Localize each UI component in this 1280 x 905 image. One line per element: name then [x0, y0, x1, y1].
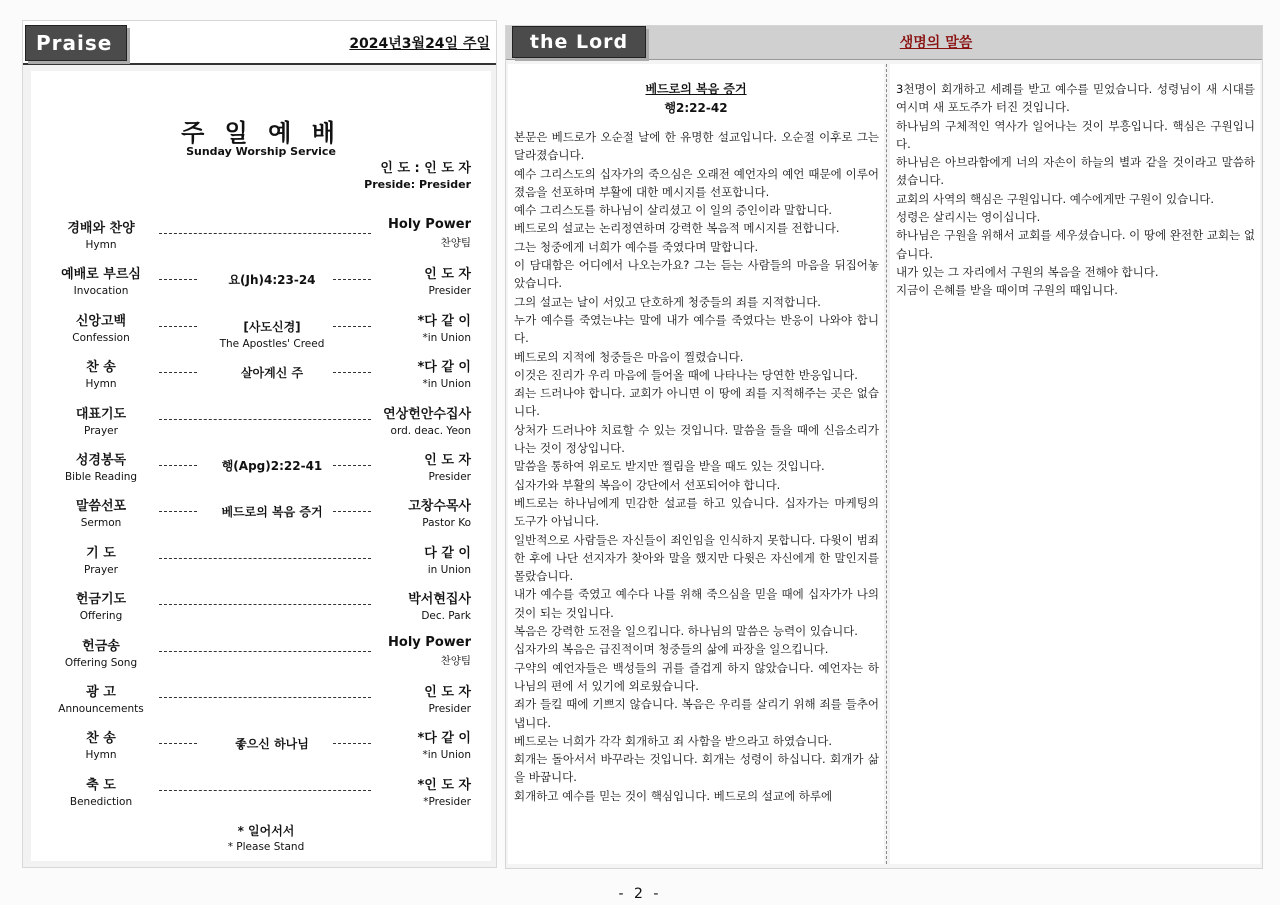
sermon-paragraph: 누가 예수를 죽였는냐는 말에 내가 예수를 죽였다는 반응이 나와야 합니다. [514, 312, 879, 346]
order-person [361, 542, 471, 576]
order-label [51, 403, 151, 437]
order-person-ko: *다 같 이 [417, 731, 471, 747]
order-label [51, 495, 151, 529]
order-dash [159, 558, 371, 559]
order-text-ko: [사도신경] [243, 319, 301, 334]
order-label-en: Offering [79, 610, 123, 623]
worship-order-body [31, 71, 491, 861]
order-row [31, 449, 491, 489]
order-label-en: Invocation [73, 285, 129, 298]
order-item-text [203, 364, 341, 381]
order-person-ko: *인 도 자 [417, 777, 471, 793]
order-label-ko: 광 고 [86, 685, 116, 700]
order-dash-left [159, 465, 197, 466]
order-dash-left [159, 372, 197, 373]
order-person [361, 495, 471, 529]
order-person-en: *in Union [422, 378, 471, 391]
order-text-ko: 살아계신 주 [240, 366, 304, 381]
preside-ko: 인 도 : 인 도 자 [380, 161, 471, 176]
order-label-ko: 축 도 [86, 777, 116, 793]
order-item-text [203, 735, 341, 752]
sermon-paragraph: 회개는 돌아서서 바꾸라는 것입니다. 회개는 성령이 하십니다. 회개가 삶을 바꿉니다. [514, 752, 879, 785]
order-person-en: Pastor Ko [422, 517, 471, 530]
sermon-reference: 행2:22-42 [664, 101, 728, 115]
order-person-ko: Holy Power [388, 217, 471, 232]
order-person-en: Presider [428, 471, 471, 483]
order-row [31, 588, 491, 628]
sermon-paragraph: 죄가 들킬 때에 기쁘지 않습니다. 복음은 우리를 살리기 위해 죄를 들추어냅니다. [514, 697, 879, 730]
page-number: - 2 - [618, 886, 662, 902]
order-row [31, 403, 491, 443]
worship-order-panel [22, 20, 497, 868]
sermon-paragraph: 말씀을 통하여 위로도 받지만 찔림을 받을 때도 있는 것입니다. [514, 459, 825, 474]
sermon-paragraph: 그는 청중에게 너희가 예수를 죽였다며 말합니다. [514, 239, 759, 254]
order-person [361, 635, 471, 668]
order-person-en: *Presider [423, 795, 471, 808]
stand-note [151, 822, 381, 853]
stand-note-ko: * 일어서서 [237, 824, 295, 838]
sermon-paragraph: 베드로의 지적에 청중들은 마음이 찔렸습니다. [514, 349, 744, 364]
order-dash-left [159, 326, 197, 327]
order-label-en: Hymn [85, 239, 117, 251]
order-label-en: Confession [72, 331, 130, 344]
sermon-paragraph: 상처가 드러나야 치료할 수 있는 것입니다. 말씀을 들을 때에 신음소리가 나는 것이 정상입니다. [514, 422, 879, 456]
the-lord-badge: the Lord [512, 26, 646, 58]
order-person [361, 727, 471, 761]
order-label-ko: 헌금송 [82, 638, 120, 654]
order-label-en: Prayer [84, 563, 118, 576]
order-label [51, 588, 151, 622]
order-dash-left [159, 279, 197, 280]
sermon-paragraph: 하나님의 구체적인 역사가 일어나는 것이 부흥입니다. 핵심은 구원입니다. [896, 118, 1255, 151]
order-dash-left [159, 743, 197, 744]
order-text-ko: 요(Jh)4:23-24 [228, 273, 316, 288]
order-row [31, 635, 491, 675]
sermon-paragraph: 내가 예수를 죽였고 예수다 나를 위해 죽으심을 믿을 때에 십자가가 나의 것이 되는 것입니다. [514, 587, 879, 620]
sermon-paragraph: 하나님은 아브라함에게 너의 자손이 하늘의 별과 같을 것이라고 말씀하셨습니다. [896, 155, 1255, 188]
order-label-ko: 찬 송 [86, 360, 116, 376]
order-label-ko: 찬 송 [86, 731, 116, 747]
order-text-en: The Apostles' Creed [219, 337, 325, 350]
sermon-panel [505, 25, 1263, 869]
order-label [51, 542, 151, 576]
order-row [31, 542, 491, 582]
order-label-en: Benediction [69, 795, 133, 808]
order-person-en: ord. deac. Yeon [390, 424, 471, 437]
sermon-paragraph: 교회의 사역의 핵심은 구원입니다. 예수에게만 구원이 있습니다. [896, 191, 1215, 206]
order-label [51, 217, 151, 251]
sermon-paragraph: 베드로는 너희가 각각 회개하고 죄 사함을 받으라고 하였습니다. [514, 733, 833, 748]
order-label-ko: 성경봉독 [75, 453, 127, 468]
preside-en: Preside: Presider [364, 178, 471, 191]
order-item-text [203, 318, 341, 350]
order-person [361, 774, 471, 808]
sermon-paragraph: 성령은 살리시는 영이십니다. [896, 210, 1041, 225]
order-label-en: Hymn [85, 378, 117, 391]
stand-note-en: * Please Stand [227, 841, 305, 853]
sermon-paragraphs-1 [508, 128, 884, 805]
order-row [31, 310, 491, 350]
sermon-paragraph: 베드로의 설교는 논리정연하며 강력한 복음적 메시지를 전합니다. [514, 221, 840, 236]
order-label [51, 356, 151, 390]
order-label [51, 727, 151, 761]
order-person-en: Presider [428, 703, 471, 715]
order-row [31, 356, 491, 396]
order-dash [159, 651, 371, 652]
order-label-ko: 예배로 부르심 [61, 267, 141, 283]
order-label-ko: 기 도 [86, 545, 116, 561]
order-label-en: Prayer [84, 424, 118, 437]
order-person [361, 263, 471, 297]
order-person-ko: *다 같 이 [417, 360, 471, 376]
order-row [31, 217, 491, 257]
left-header [23, 21, 496, 65]
sermon-paragraph: 이것은 진리가 우리 마음에 들어올 때에 나타나는 당연한 반응입니다. [514, 367, 858, 382]
order-text-ko: 베드로의 복음 증거 [221, 505, 323, 520]
order-person-ko: 인 도 자 [424, 453, 471, 468]
order-person-en: in Union [427, 563, 471, 576]
order-person-en: *in Union [422, 331, 471, 344]
order-dash [159, 419, 371, 420]
order-row [31, 495, 491, 535]
order-label [51, 263, 151, 297]
order-person-ko: 인 도 자 [424, 267, 471, 283]
sermon-paragraph: 이 담대함은 어디에서 나오는가요? 그는 듣는 사람들의 마음을 뒤집어놓았습니다. [514, 258, 879, 291]
sermon-paragraph: 예수 그리스도를 하나님이 살리셨고 이 일의 증인이라 말합니다. [514, 203, 833, 218]
order-item-text [203, 271, 341, 288]
order-label [51, 449, 151, 483]
order-person-en: Presider [428, 285, 471, 298]
order-item-text [203, 503, 341, 520]
order-person-en: 찬양팀 [440, 654, 471, 667]
order-person-ko: 박서현집사 [408, 592, 471, 608]
sermon-paragraph: 베드로는 하나님에게 민감한 설교를 하고 있습니다. 십자가는 마케팅의 도구가 아닙니다. [514, 495, 879, 529]
sermon-paragraph: 예수 그리스도의 십자가의 죽으심은 오래전 예언자의 예언 때문에 이루어졌음을 선포하며 부활에 대한 메시지를 선포합니다. [514, 166, 879, 199]
order-dash [159, 790, 371, 791]
order-text-ko: 행(Apg)2:22-41 [221, 459, 323, 473]
order-row [31, 727, 491, 767]
order-label-ko: 말씀선포 [75, 499, 127, 515]
order-person [361, 310, 471, 344]
sermon-paragraph: 회개하고 예수를 믿는 것이 핵심입니다. 베드로의 설교에 하루에 [514, 788, 833, 803]
order-label-en: Announcements [58, 703, 144, 715]
order-row [31, 774, 491, 814]
order-person-en: 찬양팀 [440, 237, 471, 249]
sermon-paragraphs-2 [890, 80, 1260, 300]
order-person-en: *in Union [422, 749, 471, 762]
order-person-ko: 연상헌안수집사 [383, 406, 471, 422]
order-person-ko: 인 도 자 [424, 685, 471, 700]
order-dash [159, 233, 371, 234]
order-person [361, 403, 471, 437]
sermon-column-2 [890, 64, 1260, 864]
order-person-ko: *다 같 이 [417, 313, 471, 329]
order-row [31, 681, 491, 721]
order-dash-left [159, 511, 197, 512]
order-dash [159, 604, 371, 605]
sermon-column-1 [508, 64, 884, 864]
order-dash [159, 697, 371, 698]
order-label-ko: 신앙고백 [75, 313, 127, 329]
order-person-ko: 다 같 이 [424, 545, 471, 561]
sermon-paragraph: 내가 있는 그 자리에서 구원의 복음을 전해야 합니다. [896, 264, 1159, 279]
order-person [361, 217, 471, 250]
order-person [361, 356, 471, 390]
order-label [51, 681, 151, 715]
order-label-ko: 경배와 찬양 [67, 221, 135, 236]
order-label [51, 635, 151, 669]
order-person [361, 449, 471, 483]
order-person [361, 588, 471, 622]
word-of-life-title: 생명의 말씀 [899, 35, 973, 51]
sermon-paragraph: 구약의 예언자들은 백성들의 귀를 즐겁게 하지 않았습니다. 예언자는 하나님의 편에 서 있기에 외로웠습니다. [514, 660, 879, 693]
right-header [506, 26, 1262, 60]
order-text-ko: 좋으신 하나님 [235, 737, 309, 752]
sermon-paragraph: 복음은 강력한 도전을 일으킵니다. 하나님의 말씀은 능력이 있습니다. [514, 624, 858, 639]
order-label [51, 310, 151, 344]
order-label-en: Hymn [85, 749, 117, 762]
service-date: 2024년3월24일 주일 [349, 36, 490, 52]
order-person [361, 681, 471, 715]
order-person-en: Dec. Park [421, 610, 471, 623]
order-person-ko: Holy Power [388, 634, 471, 650]
sermon-paragraph: 죄는 드러나야 합니다. 교회가 아니면 이 땅에 죄를 지적해주는 곳은 없습니다. [514, 386, 879, 419]
sermon-paragraph: 십자가와 부활의 복음이 강단에서 선포되어야 합니다. [514, 477, 781, 492]
order-label [51, 774, 151, 808]
sermon-paragraph: 일반적으로 사람들은 자신들이 죄인임을 인식하지 못합니다. 다윗이 범죄한 후에 나단 선지자가 찾아와 말을 했지만 다윗은 자신에게 한 말인지를 몰랐습니다. [514, 532, 879, 584]
sermon-paragraph: 3천명이 회개하고 세례를 받고 예수를 믿었습니다. 성령님이 새 시대를 여시며 새 포도주가 터진 것입니다. [896, 82, 1255, 115]
sermon-paragraph: 본문은 베드로가 오순절 날에 한 유명한 설교입니다. 오순절 이후로 그는 달라졌습니다. [514, 130, 879, 163]
sermon-paragraph: 그의 설교는 날이 서있고 단호하게 청중들의 죄를 지적합니다. [514, 294, 821, 309]
sermon-paragraph: 하나님은 구원을 위해서 교회를 세우셨습니다. 이 땅에 완전한 교회는 없습니다. [896, 228, 1255, 261]
order-label-ko: 헌금기도 [75, 592, 127, 608]
order-item-text [203, 457, 341, 474]
order-row [31, 263, 491, 303]
order-label-ko: 대표기도 [75, 406, 127, 422]
sermon-paragraph: 지금이 은혜를 받을 때이며 구원의 때입니다. [896, 283, 1118, 298]
order-label-en: Sermon [80, 517, 122, 530]
service-subtitle: Sunday Worship Service [186, 145, 336, 158]
praise-badge: Praise [25, 25, 127, 61]
preside-line [364, 157, 471, 191]
sermon-title: 베드로의 복음 증거 [645, 82, 747, 96]
order-label-en: Offering Song [64, 656, 138, 669]
column-divider [886, 64, 887, 864]
order-person-ko: 고창수목사 [408, 499, 471, 515]
service-title: 주 일 예 배 [181, 119, 341, 147]
sermon-paragraph: 십자가의 복음은 급진적이며 청중들의 삶에 파장을 일으킵니다. [514, 642, 829, 657]
order-label-en: Bible Reading [64, 471, 138, 483]
